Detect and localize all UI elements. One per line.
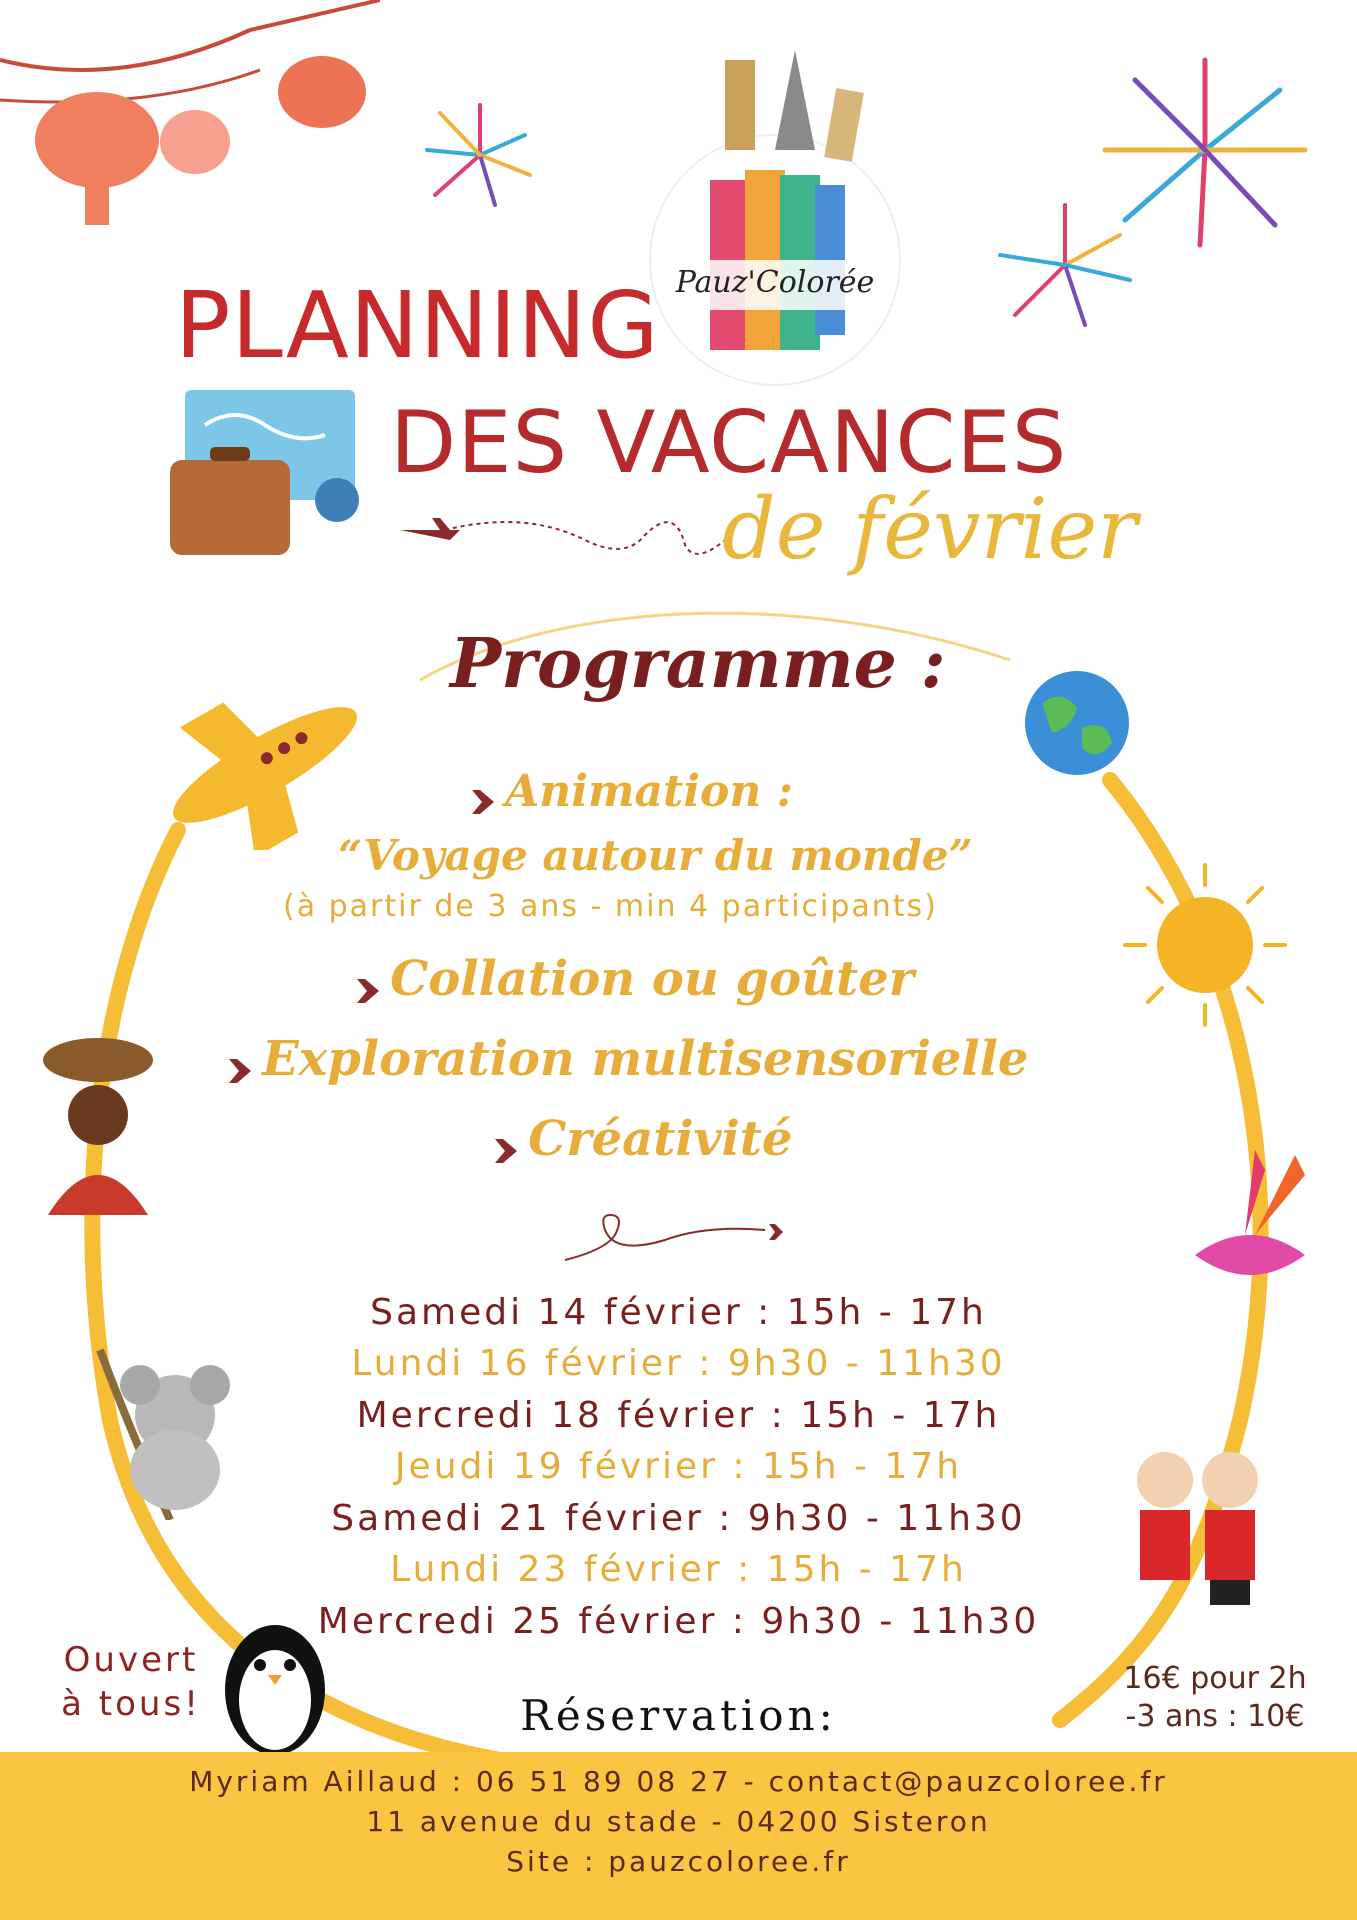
sun-icon bbox=[1110, 850, 1300, 1040]
programme-note: (à partir de 3 ans - min 4 participants) bbox=[283, 889, 938, 924]
small-plane-icon bbox=[197, 1056, 257, 1086]
reservation-heading: Réservation: bbox=[520, 1691, 837, 1740]
programme-label: Exploration multisensorielle bbox=[262, 1031, 1029, 1087]
travel-map-suitcase-illustration bbox=[165, 385, 365, 560]
address-line: 11 avenue du stade - 04200 Sisteron bbox=[366, 1805, 991, 1838]
schedule-line: Jeudi 19 février : 15h - 17h bbox=[394, 1446, 963, 1487]
schedule-line: Lundi 23 février : 15h - 17h bbox=[390, 1549, 967, 1590]
price-line2: -3 ans : 10€ bbox=[1125, 1698, 1305, 1734]
small-plane-icon bbox=[325, 976, 385, 1006]
programme-item-creativite bbox=[463, 1111, 793, 1167]
title-planning: PLANNING bbox=[175, 272, 660, 379]
small-plane-icon bbox=[463, 1136, 523, 1166]
programme-subtitle: “Voyage autour du monde” bbox=[338, 831, 973, 880]
logo-text: Pauz'Colorée bbox=[675, 265, 875, 300]
title-de-fevrier: de février bbox=[722, 480, 1138, 578]
programme-label: Collation ou goûter bbox=[390, 951, 915, 1007]
ouvert-line1: Ouvert bbox=[63, 1640, 199, 1680]
schedule-line: Mercredi 25 février : 9h30 - 11h30 bbox=[317, 1601, 1040, 1642]
programme-item-animation bbox=[440, 766, 793, 817]
carnival-mask-icon bbox=[1175, 1145, 1325, 1295]
fireworks-icon bbox=[990, 195, 1140, 335]
schedule-line: Samedi 21 février : 9h30 - 11h30 bbox=[331, 1498, 1026, 1539]
heart-path-decoration bbox=[560, 1210, 790, 1265]
fireworks-icon bbox=[415, 95, 545, 215]
schedule-line: Samedi 14 février : 15h - 17h bbox=[370, 1292, 987, 1333]
schedule-line: Mercredi 18 février : 15h - 17h bbox=[356, 1395, 1001, 1436]
lanterns-illustration bbox=[0, 0, 380, 240]
airplane-illustration bbox=[150, 680, 380, 850]
programme-item-exploration bbox=[197, 1031, 1029, 1087]
programme-heading: Programme : bbox=[450, 624, 946, 704]
programme-item-collation bbox=[325, 951, 915, 1007]
flight-path-decoration bbox=[395, 500, 725, 560]
contact-line: Myriam Aillaud : 06 51 89 08 27 - contact@pauzcoloree.fr bbox=[189, 1765, 1168, 1798]
ouvert-line2: à tous! bbox=[61, 1684, 201, 1725]
logo bbox=[620, 30, 920, 390]
programme-label: Animation : bbox=[505, 766, 793, 817]
site-line: Site : pauzcoloree.fr bbox=[506, 1845, 851, 1878]
globe-icon bbox=[1022, 668, 1132, 778]
price-line1: 16€ pour 2h bbox=[1123, 1661, 1307, 1696]
woman-fruit-basket-illustration bbox=[38, 1035, 168, 1215]
small-plane-icon bbox=[440, 787, 500, 817]
title-des-vacances: DES VACANCES bbox=[390, 393, 1068, 493]
programme-label: Créativité bbox=[528, 1111, 793, 1167]
schedule-line: Lundi 16 février : 9h30 - 11h30 bbox=[351, 1343, 1006, 1384]
